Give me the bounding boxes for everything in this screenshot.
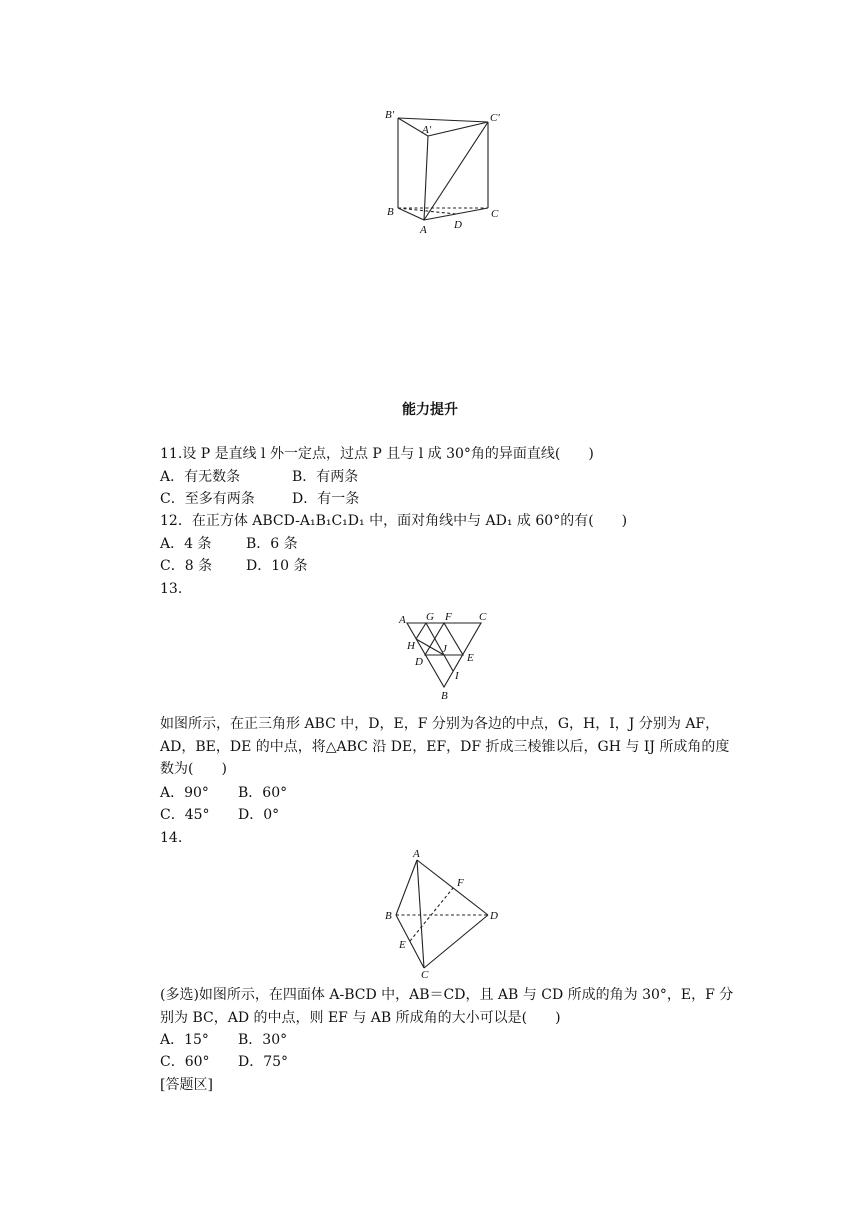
label-A: A bbox=[413, 848, 420, 860]
q11-option-a[interactable]: A．有无数条 bbox=[160, 469, 241, 485]
q14-option-b[interactable]: B．30° bbox=[238, 1032, 288, 1048]
q14-stem: (多选)如图所示，在四面体 A-BCD 中，AB＝CD，且 AB 与 CD 所成的角为 30°，E，F 分别为 BC，AD 的中点，则 EF 与 AB 所成角的大小可以是( ) bbox=[160, 987, 734, 1026]
label-F: F bbox=[457, 877, 464, 889]
label-G: G bbox=[426, 611, 434, 623]
q11-options-row1 bbox=[160, 467, 358, 487]
label-B: B bbox=[385, 910, 392, 922]
label-A: A bbox=[420, 224, 427, 236]
q13-option-a[interactable]: A．90° bbox=[160, 785, 209, 801]
edge-AC bbox=[417, 860, 424, 968]
q12-option-d[interactable]: D．10 条 bbox=[246, 558, 308, 574]
q11-option-d[interactable]: D．有一条 bbox=[292, 491, 360, 507]
q13-options-row2 bbox=[160, 805, 279, 825]
edge-AtA bbox=[424, 136, 428, 220]
edge-AtCt bbox=[428, 122, 488, 136]
q11-options-row2 bbox=[160, 489, 359, 509]
tetrahedron-figure bbox=[378, 846, 508, 980]
q12-options-row1 bbox=[160, 534, 298, 554]
label-B: B bbox=[387, 206, 394, 218]
label-F: F bbox=[445, 611, 452, 623]
label-E: E bbox=[467, 652, 474, 664]
q11-option-b[interactable]: B．有两条 bbox=[292, 469, 359, 485]
q12-option-c[interactable]: C．8 条 bbox=[160, 558, 213, 574]
label-A: A bbox=[399, 614, 406, 626]
q14-option-c[interactable]: C．60° bbox=[160, 1054, 210, 1070]
label-A-top: A′ bbox=[422, 124, 432, 136]
q12-options-row2 bbox=[160, 556, 308, 576]
q12-option-a[interactable]: A．4 条 bbox=[160, 536, 212, 552]
q12-option-b[interactable]: B．6 条 bbox=[246, 536, 298, 552]
edge-AB bbox=[396, 860, 417, 915]
label-C: C bbox=[491, 208, 499, 220]
edge-BtCt bbox=[398, 118, 488, 122]
label-B-top: B′ bbox=[385, 109, 395, 121]
triangle-figure bbox=[395, 607, 495, 703]
label-D: D bbox=[490, 910, 498, 922]
q14-option-d[interactable]: D．75° bbox=[238, 1054, 289, 1070]
label-H: H bbox=[407, 640, 415, 652]
edge-AD bbox=[417, 860, 488, 915]
q14-number: 14. bbox=[160, 830, 183, 846]
answer-area[interactable]: [答题区] bbox=[160, 1077, 213, 1093]
q12-stem: 12．在正方体 ABCD-A₁B₁C₁D₁ 中，面对角线中与 AD₁ 成 60°的有( ) bbox=[160, 513, 628, 529]
label-J: J bbox=[442, 643, 447, 655]
label-C: C bbox=[479, 611, 487, 623]
edge-BD bbox=[398, 208, 456, 214]
edge-CD bbox=[424, 915, 488, 968]
segment-IJ bbox=[444, 655, 453, 671]
edge-ACt bbox=[424, 122, 488, 220]
label-C-top: C′ bbox=[490, 112, 500, 124]
q11-option-c[interactable]: C．至多有两条 bbox=[160, 491, 255, 507]
q13-option-c[interactable]: C．45° bbox=[160, 807, 210, 823]
q14-options-row1 bbox=[160, 1030, 287, 1050]
segment-GH bbox=[416, 623, 426, 639]
q13-options-row1 bbox=[160, 783, 287, 803]
label-I: I bbox=[455, 670, 459, 682]
label-E: E bbox=[399, 939, 406, 951]
q14-options-row2 bbox=[160, 1052, 288, 1072]
label-B: B bbox=[441, 690, 448, 702]
q13-number: 13. bbox=[160, 581, 183, 597]
section-title: 能力提升 bbox=[402, 402, 458, 418]
q11-stem: 11.设 P 是直线 l 外一定点，过点 P 且与 l 成 30°角的异面直线( ) bbox=[160, 446, 594, 462]
q13-option-b[interactable]: B．60° bbox=[238, 785, 288, 801]
label-C: C bbox=[421, 969, 429, 980]
q13-stem: 如图所示，在正三角形 ABC 中，D，E，F 分别为各边的中点，G，H，I，J 分别为 AF，AD，BE，DE 的中点，将△ABC 沿 DE，EF，DF 折成三棱锥以后，GH 与 IJ 所成角的度数为( ) bbox=[160, 716, 730, 777]
prism-figure bbox=[378, 104, 508, 238]
q13-option-d[interactable]: D．0° bbox=[238, 807, 280, 823]
label-D: D bbox=[415, 656, 423, 668]
label-D: D bbox=[454, 219, 462, 231]
q14-option-a[interactable]: A．15° bbox=[160, 1032, 209, 1048]
